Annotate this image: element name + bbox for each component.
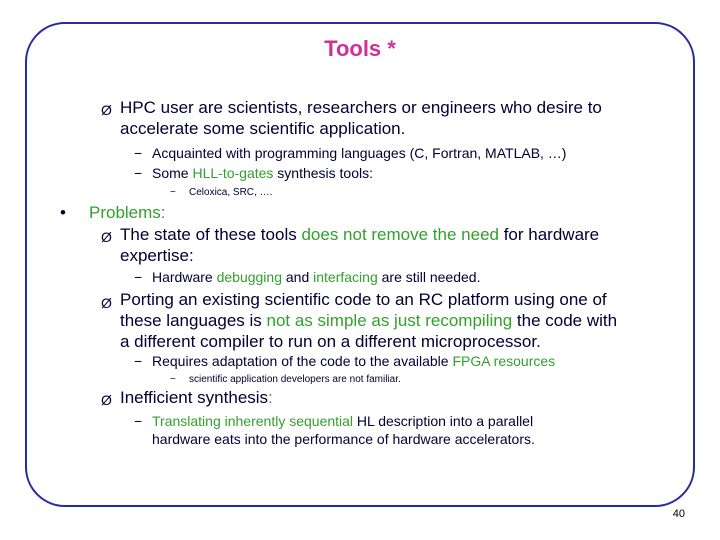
problem-2-line-3: a different compiler to run on a different microprocessor.: [120, 332, 541, 351]
hpc-sub-3: Celoxica, SRC, ….: [189, 187, 273, 198]
dash-bullet-icon: −: [134, 145, 143, 161]
hpc-line-2: accelerate some scientific application.: [120, 119, 406, 138]
highlight-debugging: debugging: [216, 269, 282, 285]
dash-bullet-icon: −: [134, 353, 143, 369]
text-run: and: [282, 269, 314, 285]
text-run: Inefficient synthesis: [120, 388, 269, 407]
problem-3-sub-line-1: [152, 413, 533, 429]
problem-1-line-2: expertise:: [120, 246, 194, 265]
text-run: for hardware: [498, 225, 600, 244]
problem-3: [120, 388, 273, 408]
round-bullet-icon: •: [60, 203, 66, 222]
text-run: Requires adaptation of the code to the available: [152, 353, 453, 369]
highlight-fpga-resources: FPGA resources: [452, 353, 556, 369]
arrow-bullet-icon: Ø: [101, 295, 112, 311]
problem-2-line-2: [120, 311, 617, 331]
problems-label: Problems:: [89, 203, 166, 222]
dash-bullet-icon: −: [134, 165, 143, 181]
text-run: Hardware: [152, 269, 217, 285]
highlight-hll-to-gates: HLL-to-gates: [192, 165, 274, 181]
hpc-line-1: HPC user are scientists, researchers or engineers who desire to: [120, 98, 602, 117]
problem-1-line-1: [120, 225, 599, 245]
problem-1-sub: [152, 269, 480, 285]
text-run: Some: [152, 165, 193, 181]
page-number: 40: [672, 508, 685, 520]
highlight-inherently-sequential: Translating inherently sequential: [152, 413, 354, 429]
highlight-not-as-simple: not as simple as just recompiling: [266, 311, 513, 330]
problem-2-sub-2: scientific application developers are not familiar.: [189, 374, 401, 385]
dash-bullet-icon: −: [170, 374, 176, 385]
arrow-bullet-icon: Ø: [101, 392, 112, 408]
text-run: synthesis tools:: [273, 165, 374, 181]
text-run: :: [268, 388, 273, 407]
slide-title: Tools *: [324, 36, 396, 61]
dash-bullet-icon: −: [134, 413, 143, 429]
text-run: these languages is: [120, 311, 267, 330]
hpc-sub-1: Acquainted with programming languages (C, Fortran, MATLAB, …): [152, 145, 567, 161]
arrow-bullet-icon: Ø: [101, 229, 112, 245]
text-run: are still needed.: [377, 269, 481, 285]
highlight-does-not-remove: does not remove the need: [301, 225, 499, 244]
text-run: HL description into a parallel: [353, 413, 534, 429]
problem-2-line-1: Porting an existing scientific code to an RC platform using one of: [120, 290, 607, 309]
hpc-sub-2: [152, 165, 373, 181]
problem-2-sub: [152, 353, 555, 369]
highlight-interfacing: interfacing: [313, 269, 378, 285]
dash-bullet-icon: −: [134, 269, 143, 285]
text-run: the code with: [512, 311, 618, 330]
dash-bullet-icon: −: [170, 187, 176, 198]
arrow-bullet-icon: Ø: [101, 102, 112, 118]
problem-3-sub-line-2: hardware eats into the performance of hardware accelerators.: [152, 431, 535, 447]
text-run: The state of these tools: [120, 225, 302, 244]
